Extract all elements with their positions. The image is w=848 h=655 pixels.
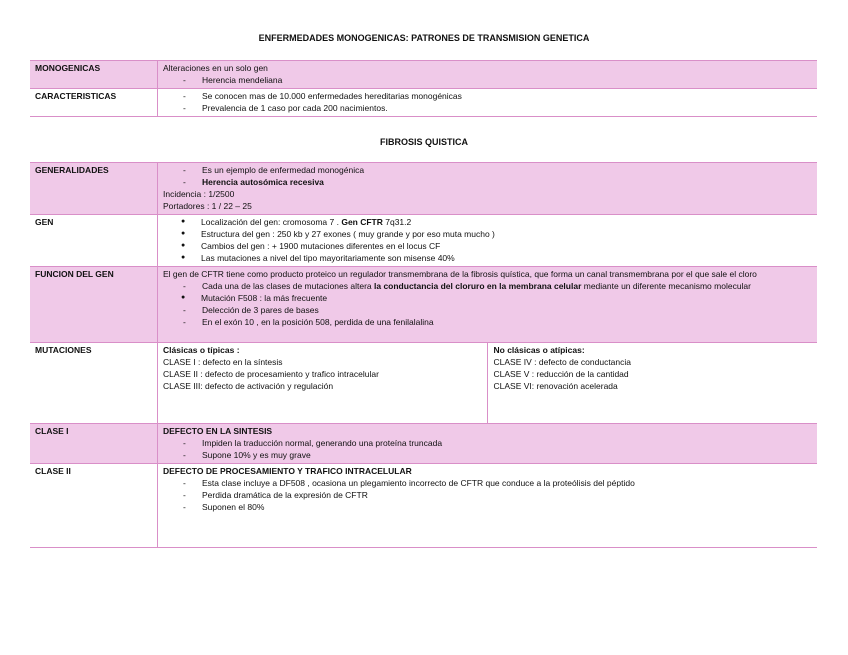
- table-row: [30, 89, 817, 117]
- row-content: ● Localización del gen: cromosoma 7 . Gen CFTR 7q31.2 ● Estructura del gen : 250 kb y 27 exones ( muy grande y por eso muta mucho ) ● Cambios del gen : + 1900 mutaciones diferentes en el locus CF ● Las mutaciones a nivel del tipo mayoritariamente son misense 40%: [158, 215, 818, 267]
- monogenic-table: [30, 60, 817, 117]
- row-label: FUNCION DEL GEN: [30, 267, 158, 343]
- row-label: CARACTERISTICAS: [30, 89, 158, 117]
- row-label: CLASE I: [30, 424, 158, 464]
- row-label: CLASE II: [30, 464, 158, 548]
- row-content: - Es un ejemplo de enfermedad monogénica - Herencia autosómica recesiva Incidencia : 1/2500 Portadores : 1 / 22 – 25: [158, 163, 818, 215]
- row-content: Clásicas o típicas : CLASE I : defecto en la síntesis CLASE II : defecto de procesamiento y trafico intracelular CLASE III: defecto de activación y regulación No clásicas o atípicas: CLASE IV : defecto de conductancia CLASE V : reducción de la cantidad CLASE VI: renovación acelerada: [158, 343, 818, 424]
- row-content: DEFECTO EN LA SINTESIS - Impiden la traducción normal, generando una proteína truncada - Supone 10% y es muy grave: [158, 424, 818, 464]
- table-row: [30, 163, 817, 215]
- row-content: DEFECTO DE PROCESAMIENTO Y TRAFICO INTRACELULAR - Esta clase incluye a DF508 , ocasiona un plegamiento incorrecto de CFTR que conduce a la proteólisis del péptido - Perdida dramática de la expresión de CFTR - Suponen el 80%: [158, 464, 818, 548]
- row-label: MUTACIONES: [30, 343, 158, 424]
- row-content: - Se conocen mas de 10.000 enfermedades hereditarias monogénicas - Prevalencia de 1 caso por cada 200 nacimientos.: [158, 89, 818, 117]
- page-title: ENFERMEDADES MONOGENICAS: PATRONES DE TRANSMISION GENETICA: [258, 33, 590, 43]
- table-row: [30, 424, 817, 464]
- table-row: [30, 61, 817, 89]
- table-row: [30, 343, 817, 424]
- row-label: GEN: [30, 215, 158, 267]
- table-row: [30, 215, 817, 267]
- row-content: Alteraciones en un solo gen - Herencia mendeliana: [158, 61, 818, 89]
- row-label: MONOGENICAS: [30, 61, 158, 89]
- row-content: El gen de CFTR tiene como producto proteico un regulador transmembrana de la fibrosis quística, que forma un canal transmembrana por el que sale el cloro - Cada una de las clases de mutaciones altera la conductancia del cloruro en la membrana celular mediante un diferente mecanismo molecular ● Mutación F508 : la más frecuente - Delección de 3 pares de bases - En el exón 10 , en la posición 508, perdida de una fenilalalina: [158, 267, 818, 343]
- cf-table: [30, 162, 817, 548]
- section-title: FIBROSIS QUISTICA: [379, 137, 468, 147]
- table-row: [30, 267, 817, 343]
- row-label: GENERALIDADES: [30, 163, 158, 215]
- table-row: [30, 464, 817, 548]
